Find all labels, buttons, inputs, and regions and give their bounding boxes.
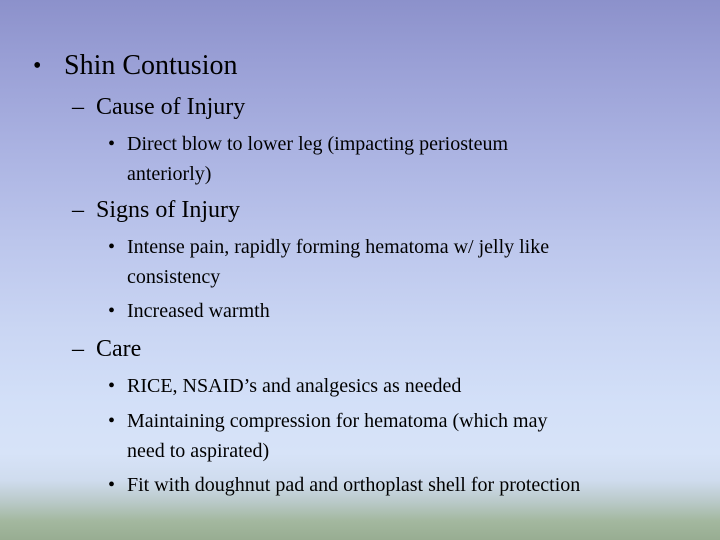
bullet-dot-icon: • [108,375,116,397]
bullet-dot-icon: • [108,300,116,322]
section-heading: Cause of Injury [96,94,246,120]
point-line: anteriorly) [127,163,212,185]
bullet-dot-icon: • [108,474,116,496]
point-line: RICE, NSAID’s and analgesics as needed [127,375,462,397]
dash-icon: – [72,197,84,223]
bullet-dot-icon: • [108,236,116,258]
point-line: Increased warmth [127,300,270,322]
bullet-dot-icon: • [33,53,42,79]
section-heading: Signs of Injury [96,197,240,223]
point-line: Fit with doughnut pad and orthoplast shell for protection [127,474,581,496]
point-line: Maintaining compression for hematoma (which may [127,410,548,432]
dash-icon: – [72,336,84,362]
point-line: need to aspirated) [127,440,270,462]
dash-icon: – [72,94,84,120]
slide-title: Shin Contusion [64,50,238,81]
section-heading: Care [96,336,142,362]
bullet-dot-icon: • [108,410,116,432]
point-line: Direct blow to lower leg (impacting periosteum [127,133,509,155]
point-line: Intense pain, rapidly forming hematoma w/ jelly like [127,236,550,258]
bullet-dot-icon: • [108,133,116,155]
point-line: consistency [127,266,221,288]
